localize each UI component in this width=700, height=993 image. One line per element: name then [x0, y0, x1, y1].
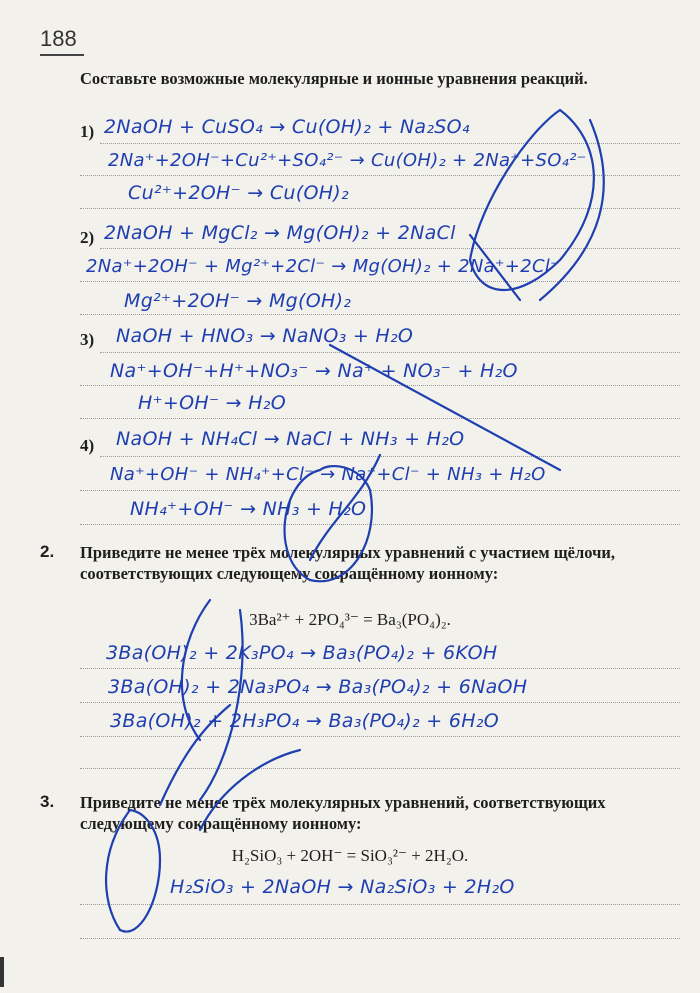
- item3-short-ionic: H⁺+OH⁻ → H₂O: [138, 392, 286, 414]
- task2-ionic-equation: 3Ba²⁺ + 2PO₄³⁻ = Ba₃(PO₄)₂.: [249, 610, 451, 629]
- page-edge-mark: [0, 957, 4, 987]
- page-number: 188: [40, 26, 84, 56]
- item4-full-ionic: Na⁺+OH⁻ + NH₄⁺+Cl⁻ → Na⁺+Cl⁻ + NH₃ + H₂O: [110, 464, 546, 485]
- item1-molecular: 2NaOH + CuSO₄ → Cu(OH)₂ + Na₂SO₄: [104, 116, 470, 138]
- item1-number: 1): [80, 122, 95, 141]
- item2-number: 2): [80, 228, 95, 247]
- task3-number: 3.: [40, 792, 55, 811]
- item3-number: 3): [80, 330, 95, 349]
- task3-ionic-equation: H₂SiO₃ + 2OH⁻ = SiO₃²⁻ + 2H₂O.: [231, 846, 469, 865]
- item1-full-ionic: 2Na⁺+2OH⁻+Cu²⁺+SO₄²⁻ → Cu(OH)₂ + 2Na⁺+SO₄²⁻: [108, 150, 587, 171]
- item2-molecular: 2NaOH + MgCl₂ → Mg(OH)₂ + 2NaCl: [104, 222, 456, 244]
- item2-full-ionic: 2Na⁺+2OH⁻ + Mg²⁺+2Cl⁻ → Mg(OH)₂ + 2Na⁺+2Cl⁻: [86, 256, 560, 277]
- task2-number: 2.: [40, 542, 55, 561]
- item3-full-ionic: Na⁺+OH⁻+H⁺+NO₃⁻ → Na⁺ + NO₃⁻ + H₂O: [110, 360, 518, 382]
- item3-molecular: NaOH + HNO₃ → NaNO₃ + H₂O: [116, 325, 414, 347]
- item4-number: 4): [80, 436, 95, 455]
- item1-short-ionic: Cu²⁺+2OH⁻ → Cu(OH)₂: [128, 182, 349, 204]
- task2-prompt: Приведите не менее трёх молекулярных уравнений с участием щёлочи, соответствующих следующему сокращённому ионному:: [80, 543, 616, 583]
- item4-short-ionic: NH₄⁺+OH⁻ → NH₃ + H₂O: [130, 498, 367, 520]
- task2-answer-3: 3Ba(OH)₂ + 2H₃PO₄ → Ba₃(PO₄)₂ + 6H₂O: [110, 710, 499, 732]
- item4-molecular: NaOH + NH₄Cl → NaCl + NH₃ + H₂O: [116, 428, 465, 450]
- task3-prompt: Приведите не менее трёх молекулярных уравнений, соответствующих следующему сокращённому ионному:: [80, 793, 606, 833]
- task1-prompt: Составьте возможные молекулярные и ионные уравнения реакций.: [80, 69, 588, 88]
- task3-answer-1: H₂SiO₃ + 2NaOH → Na₂SiO₃ + 2H₂O: [170, 876, 515, 898]
- task2-answer-1: 3Ba(OH)₂ + 2K₃PO₄ → Ba₃(PO₄)₂ + 6KOH: [106, 642, 498, 664]
- task2-answer-2: 3Ba(OH)₂ + 2Na₃PO₄ → Ba₃(PO₄)₂ + 6NaOH: [108, 676, 528, 698]
- item2-short-ionic: Mg²⁺+2OH⁻ → Mg(OH)₂: [124, 290, 352, 312]
